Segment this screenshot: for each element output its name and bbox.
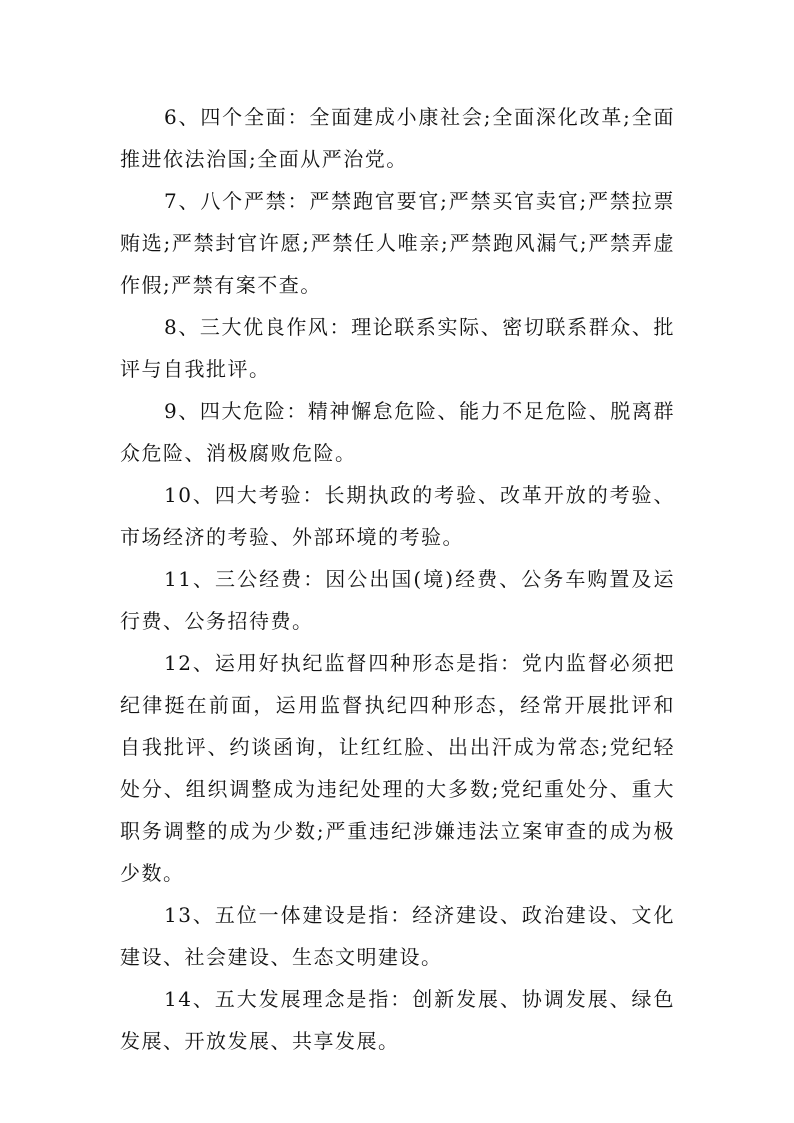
paragraph-item-7: 7、八个严禁：严禁跑官要官;严禁买官卖官;严禁拉票贿选;严禁封官许愿;严禁任人唯亲;严禁跑风漏气;严禁弄虚作假;严禁有案不查。 bbox=[120, 189, 675, 297]
paragraph-item-6: 6、四个全面：全面建成小康社会;全面深化改革;全面推进依法治国;全面从严治党。 bbox=[120, 105, 675, 171]
paragraph-item-14: 14、五大发展理念是指：创新发展、协调发展、绿色发展、开放发展、共享发展。 bbox=[120, 987, 675, 1053]
paragraph-item-13: 13、五位一体建设是指：经济建设、政治建设、文化建设、社会建设、生态文明建设。 bbox=[120, 903, 675, 969]
paragraph-item-9: 9、四大危险：精神懈怠危险、能力不足危险、脱离群众危险、消极腐败危险。 bbox=[120, 399, 675, 465]
paragraph-item-12: 12、运用好执纪监督四种形态是指：党内监督必须把纪律挺在前面，运用监督执纪四种形态，经常开展批评和自我批评、约谈函询，让红红脸、出出汗成为常态;党纪轻处分、组织调整成为违纪处理的大多数;党纪重处分、重大职务调整的成为少数;严重违纪涉嫌违法立案审查的成为极少数。 bbox=[120, 651, 675, 885]
document-page bbox=[120, 96, 675, 1062]
paragraph-item-10: 10、四大考验：长期执政的考验、改革开放的考验、市场经济的考验、外部环境的考验。 bbox=[120, 483, 675, 549]
paragraph-item-8: 8、三大优良作风：理论联系实际、密切联系群众、批评与自我批评。 bbox=[120, 315, 675, 381]
paragraph-item-11: 11、三公经费：因公出国(境)经费、公务车购置及运行费、公务招待费。 bbox=[120, 567, 675, 633]
